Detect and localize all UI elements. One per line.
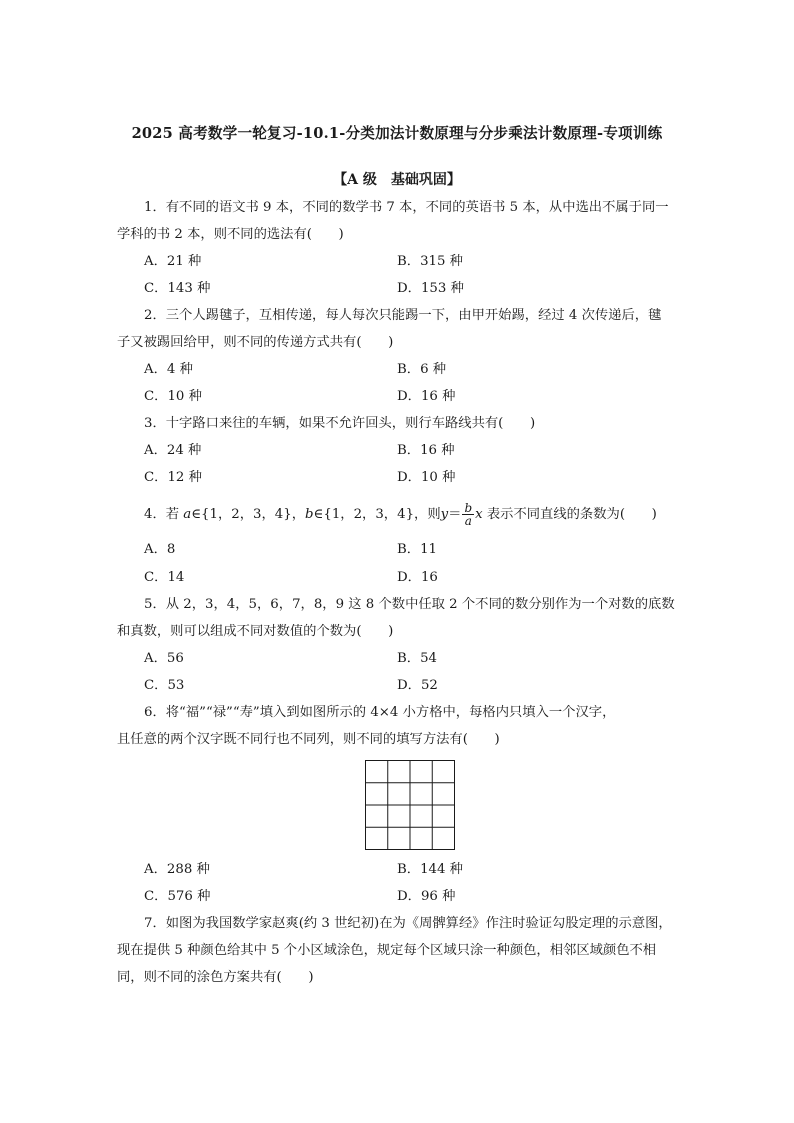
question-4-option-a: A．8 (144, 542, 176, 557)
question-5-line-1: 5．从 2，3，4，5，6，7，8，9 这 8 个数中任取 2 个不同的数分别作为一个对数的底数 (144, 597, 675, 612)
question-4-line-1 (144, 502, 716, 527)
question-6-option-a: A．288 种 (144, 862, 210, 877)
question-1-option-b: B．315 种 (397, 254, 463, 269)
q4-fraction (462, 502, 474, 527)
question-4-option-c: C．14 (144, 570, 185, 585)
question-5-line-2: 和真数，则可以组成不同对数值的个数为( ) (117, 624, 394, 639)
q4-var-b: b (305, 507, 314, 522)
question-5-option-d: D．52 (397, 678, 438, 693)
question-1-option-d: D．153 种 (397, 281, 464, 296)
question-3-option-a: A．24 种 (144, 443, 202, 458)
question-6-option-d: D．96 种 (397, 889, 456, 904)
question-4-option-d: D．16 (397, 570, 438, 585)
question-1-option-a: A．21 种 (144, 254, 202, 269)
q4-fraction-numerator: b (464, 501, 473, 515)
question-7-line-2: 现在提供 5 种颜色给其中 5 个小区域涂色，规定每个区域只涂一种颜色，相邻区域颜色不相 (117, 943, 657, 958)
q4-fraction-denominator: a (464, 514, 472, 528)
question-6-option-c: C．576 种 (144, 889, 211, 904)
q4-suffix: 表示不同直线的条数为( ) (482, 507, 657, 522)
question-1-line-2: 学科的书 2 本，则不同的选法有( ) (117, 227, 344, 242)
q4-equals: ＝ (448, 507, 462, 522)
q4-var-x: x (475, 507, 483, 522)
question-2-line-2: 子又被踢回给甲，则不同的传递方式共有( ) (117, 335, 394, 350)
question-6-option-b: B．144 种 (397, 862, 463, 877)
question-7-line-1: 7．如图为我国数学家赵爽(约 3 世纪初)在为《周髀算经》作注时验证勾股定理的示意图， (144, 916, 672, 931)
question-7-line-3: 同，则不同的涂色方案共有( ) (117, 970, 314, 985)
question-5-option-a: A．56 (144, 651, 184, 666)
q4-var-a: a (183, 507, 192, 522)
q4-var-y: y (440, 507, 449, 522)
question-3-line-1: 3．十字路口来往的车辆，如果不允许回头，则行车路线共有( ) (144, 416, 536, 431)
document-title: 2025 高考数学一轮复习-10.1-分类加法计数原理与分步乘法计数原理-专项训练 (131, 125, 663, 142)
question-6-line-2: 且任意的两个汉字既不同行也不同列，则不同的填写方法有( ) (117, 732, 500, 747)
question-5-option-b: B．54 (397, 651, 437, 666)
question-2-option-c: C．10 种 (144, 389, 202, 404)
question-5-option-c: C．53 (144, 678, 185, 693)
question-2-option-a: A．4 种 (144, 362, 193, 377)
question-3-option-d: D．10 种 (397, 470, 456, 485)
question-1-line-1: 1．有不同的语文书 9 本，不同的数学书 7 本，不同的英语书 5 本，从中选出不属于同一 (144, 200, 669, 215)
question-4-option-b: B．11 (397, 542, 437, 557)
question-2-line-1: 2．三个人踢毽子，互相传递，每人每次只能踢一下，由甲开始踢，经过 4 次传递后，毽 (144, 308, 662, 323)
question-2-option-b: B．6 种 (397, 362, 447, 377)
q4-prefix: 4．若 (144, 507, 184, 522)
question-1-option-c: C．143 种 (144, 281, 211, 296)
question-3-option-b: B．16 种 (397, 443, 455, 458)
four-by-four-grid-figure (365, 760, 455, 850)
question-6-line-1: 6．将“福”“禄”“寿”填入到如图所示的 4×4 小方格中，每格内只填入一个汉字， (144, 705, 616, 720)
question-3-option-c: C．12 种 (144, 470, 202, 485)
q4-set-1: ∈{1，2，3，4}， (191, 507, 306, 522)
q4-set-2: ∈{1，2，3，4}，则 (313, 507, 441, 522)
section-heading: 【A 级 基础巩固】 (333, 172, 461, 188)
question-2-option-d: D．16 种 (397, 389, 456, 404)
